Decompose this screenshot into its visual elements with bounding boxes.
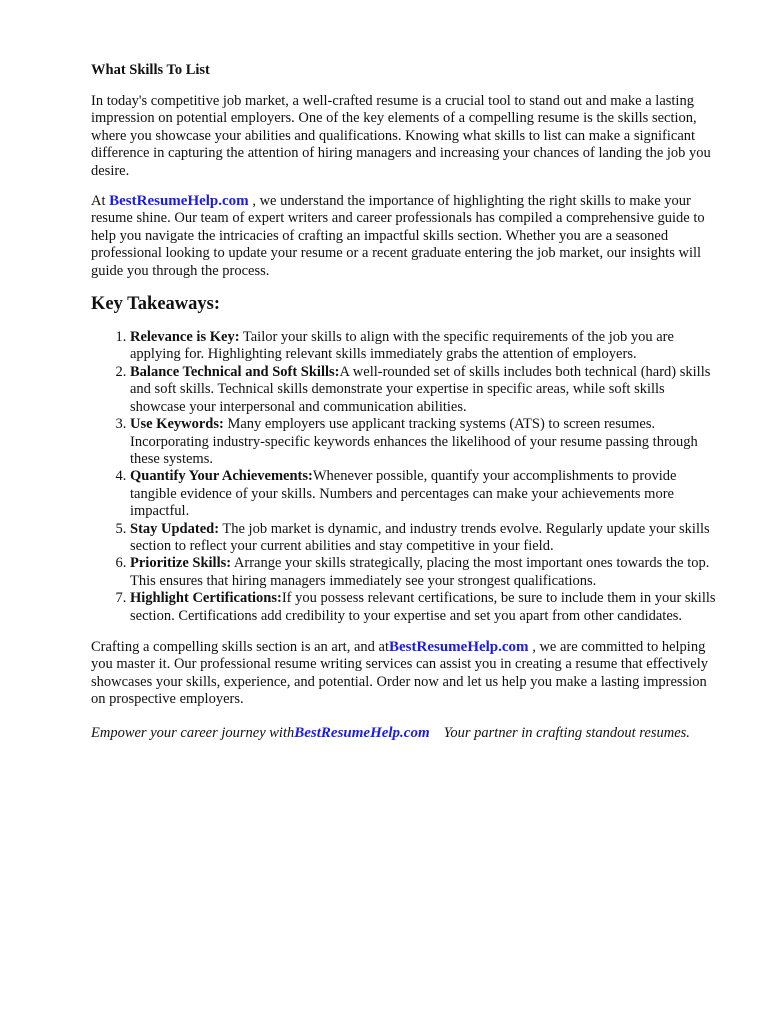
tagline-prefix: Empower your career journey with <box>91 724 295 741</box>
takeaway-title: Balance Technical and Soft Skills: <box>130 363 340 380</box>
company-paragraph <box>91 193 720 280</box>
bestresumehelp-link-closing[interactable]: BestResumeHelp.com <box>389 638 529 655</box>
list-item <box>130 329 720 364</box>
takeaway-title: Prioritize Skills: <box>130 555 232 572</box>
tagline <box>91 725 720 742</box>
takeaway-text: Many employers use applicant tracking systems (ATS) to screen resumes. Incorporating industry-specific keywords enhances the likelihood of your resume passing through these systems. <box>130 416 698 467</box>
intro-paragraph: In today's competitive job market, a well-crafted resume is a crucial tool to stand out and make a lasting impression on potential employers. One of the key elements of a compelling resume is the skills section, where you showcase your abilities and qualifications. Knowing what skills to list can make a significant difference in capturing the attention of hiring managers and increasing your chances of landing the job you desire. <box>91 93 711 179</box>
list-item <box>130 416 720 468</box>
list-item <box>130 468 720 520</box>
takeaway-title: Quantify Your Achievements: <box>130 468 313 485</box>
takeaway-text: Whenever possible, quantify your accomplishments to provide tangible evidence of your skills. Numbers and percentages can make your achievements more impactful. <box>130 468 677 520</box>
list-item <box>130 521 720 556</box>
document-title: What Skills To List <box>91 62 210 78</box>
company-paragraph-text: , we understand the importance of highlighting the right skills to make your resume shine. Our team of expert writers and career professionals has compiled a comprehensive guide to help you navigate the intricacies of crafting an impactful skills section. Whether you are a seasoned professional looking to update your resume or a recent graduate entering the job market, our insights will guide you through the process. <box>91 193 705 279</box>
takeaway-title: Use Keywords: <box>130 416 224 433</box>
bestresumehelp-link[interactable]: BestResumeHelp.com <box>109 193 249 210</box>
takeaway-title: Highlight Certifications: <box>130 590 282 607</box>
list-item <box>130 364 720 416</box>
takeaway-text: Arrange your skills strategically, placing the most important ones towards the top. This ensures that hiring managers immediately see your strongest qualifications. <box>130 555 710 589</box>
key-takeaways-heading: Key Takeaways: <box>91 294 221 315</box>
list-item <box>130 555 720 590</box>
list-item <box>130 590 720 625</box>
takeaway-title: Relevance is Key: <box>130 329 240 346</box>
takeaway-text: The job market is dynamic, and industry trends evolve. Regularly update your skills section to reflect your current abilities and stay competitive in your field. <box>130 520 710 554</box>
closing-paragraph-text: , we are committed to helping you master it. Our professional resume writing services can assist you in creating a resume that effectively showcases your skills, experience, and potential. Order now and let us help you make a lasting impression on prospective employers. <box>91 638 709 708</box>
tagline-text: Your partner in crafting standout resumes. <box>443 724 690 741</box>
takeaway-text: A well-rounded set of skills includes both technical (hard) skills and soft skills. Technical skills demonstrate your expertise in specific areas, while soft skills showcase your interpersonal and communication abilities. <box>130 363 711 415</box>
bestresumehelp-link-tagline[interactable]: BestResumeHelp.com <box>294 724 430 741</box>
closing-paragraph-prefix: Crafting a compelling skills section is an art, and at <box>91 638 389 655</box>
takeaway-title: Stay Updated: <box>130 520 220 537</box>
takeaways-list <box>91 329 720 625</box>
takeaway-text: Tailor your skills to align with the specific requirements of the job you are applying for. Highlighting relevant skills immediately grabs the attention of employers. <box>130 329 674 363</box>
takeaway-text: If you possess relevant certifications, be sure to include them in your skills section. Certifications add credibility to your expertise and set you apart from other candidates. <box>130 590 716 624</box>
company-paragraph-prefix: At <box>91 193 110 210</box>
closing-paragraph <box>91 639 720 709</box>
